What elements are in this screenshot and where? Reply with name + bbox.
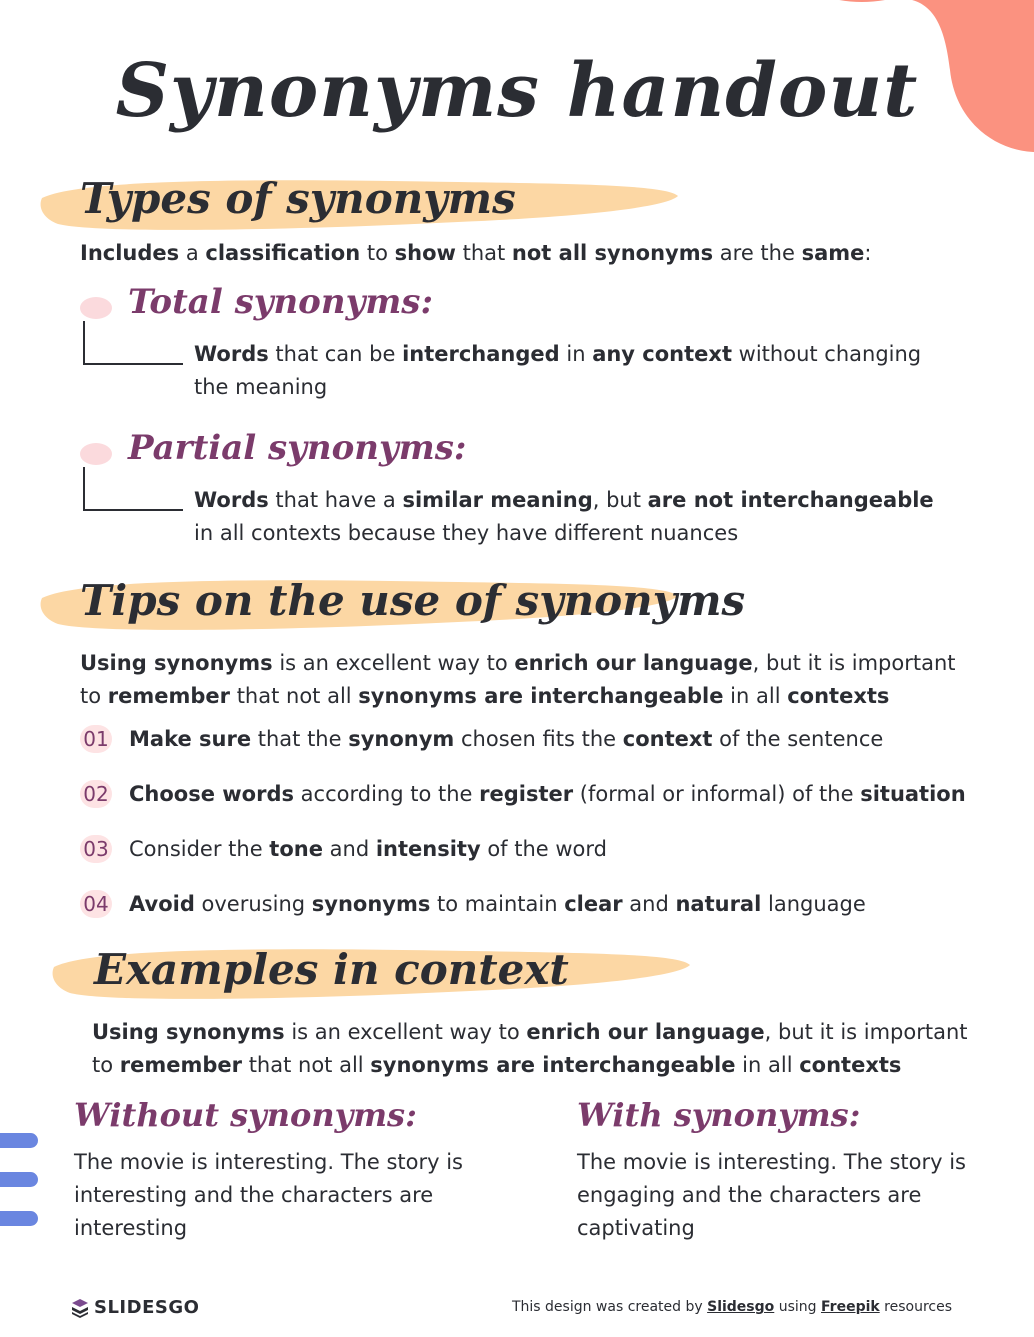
freepik-link[interactable]: Freepik bbox=[821, 1299, 880, 1315]
page-title: Synonyms handout bbox=[115, 48, 919, 134]
footer-credit: This design was created by Slidesgo using Freepik resources bbox=[511, 1299, 952, 1315]
slidesgo-logo-icon bbox=[70, 1298, 90, 1318]
partial-synonyms-description: Words that have a similar meaning, but are not interchangeable in all contexts because they have different nuances bbox=[194, 488, 934, 545]
total-synonyms-description: Words that can be interchanged in any context without changing the meaning bbox=[194, 342, 922, 399]
bracket-connector bbox=[83, 321, 183, 365]
tips-intro: Using synonyms is an excellent way to enrich our language, but it is important to remember that not all synonyms are interchangeable in all contexts bbox=[80, 651, 956, 708]
bracket-connector bbox=[83, 467, 183, 511]
subheading-with-synonyms: With synonyms: bbox=[577, 1096, 861, 1134]
section-heading-tips: Tips on the use of synonyms bbox=[80, 576, 746, 625]
subheading-partial-synonyms: Partial synonyms: bbox=[128, 428, 467, 468]
example-with-text: The movie is interesting. The story is engaging and the characters are captivating bbox=[577, 1150, 967, 1240]
example-without-text: The movie is interesting. The story is interesting and the characters are interesting bbox=[74, 1150, 464, 1240]
tip-number: 01 bbox=[80, 725, 112, 753]
tip-text: Consider the tone and intensity of the word bbox=[129, 837, 607, 861]
bullet-dot bbox=[80, 297, 112, 319]
tip-item bbox=[80, 777, 966, 811]
section-heading-types: Types of synonyms bbox=[80, 174, 516, 223]
section-heading-examples: Examples in context bbox=[94, 945, 569, 994]
decorative-bar bbox=[0, 1133, 38, 1148]
tip-item bbox=[80, 887, 866, 921]
footer-logo bbox=[70, 1297, 199, 1318]
examples-intro: Using synonyms is an excellent way to enrich our language, but it is important to remember that not all synonyms are interchangeable in all contexts bbox=[92, 1020, 968, 1077]
footer-brand: SLIDESGO bbox=[94, 1297, 200, 1318]
subheading-without-synonyms: Without synonyms: bbox=[74, 1096, 417, 1134]
tip-item bbox=[80, 722, 883, 756]
slidesgo-link[interactable]: Slidesgo bbox=[707, 1299, 775, 1315]
tip-number: 03 bbox=[80, 835, 112, 863]
tip-number: 02 bbox=[80, 780, 112, 808]
tip-number: 04 bbox=[80, 890, 112, 918]
tip-text: Make sure that the synonym chosen fits the context of the sentence bbox=[129, 727, 884, 751]
tip-item bbox=[80, 832, 607, 866]
tip-text: Avoid overusing synonyms to maintain clear and natural language bbox=[129, 892, 866, 916]
types-intro: Includes a classification to show that not all synonyms are the same: bbox=[80, 241, 872, 265]
bullet-dot bbox=[80, 443, 112, 465]
decorative-bar bbox=[0, 1211, 38, 1226]
subheading-total-synonyms: Total synonyms: bbox=[128, 282, 434, 322]
decorative-bar bbox=[0, 1172, 38, 1187]
tip-text: Choose words according to the register (formal or informal) of the situation bbox=[129, 782, 966, 806]
